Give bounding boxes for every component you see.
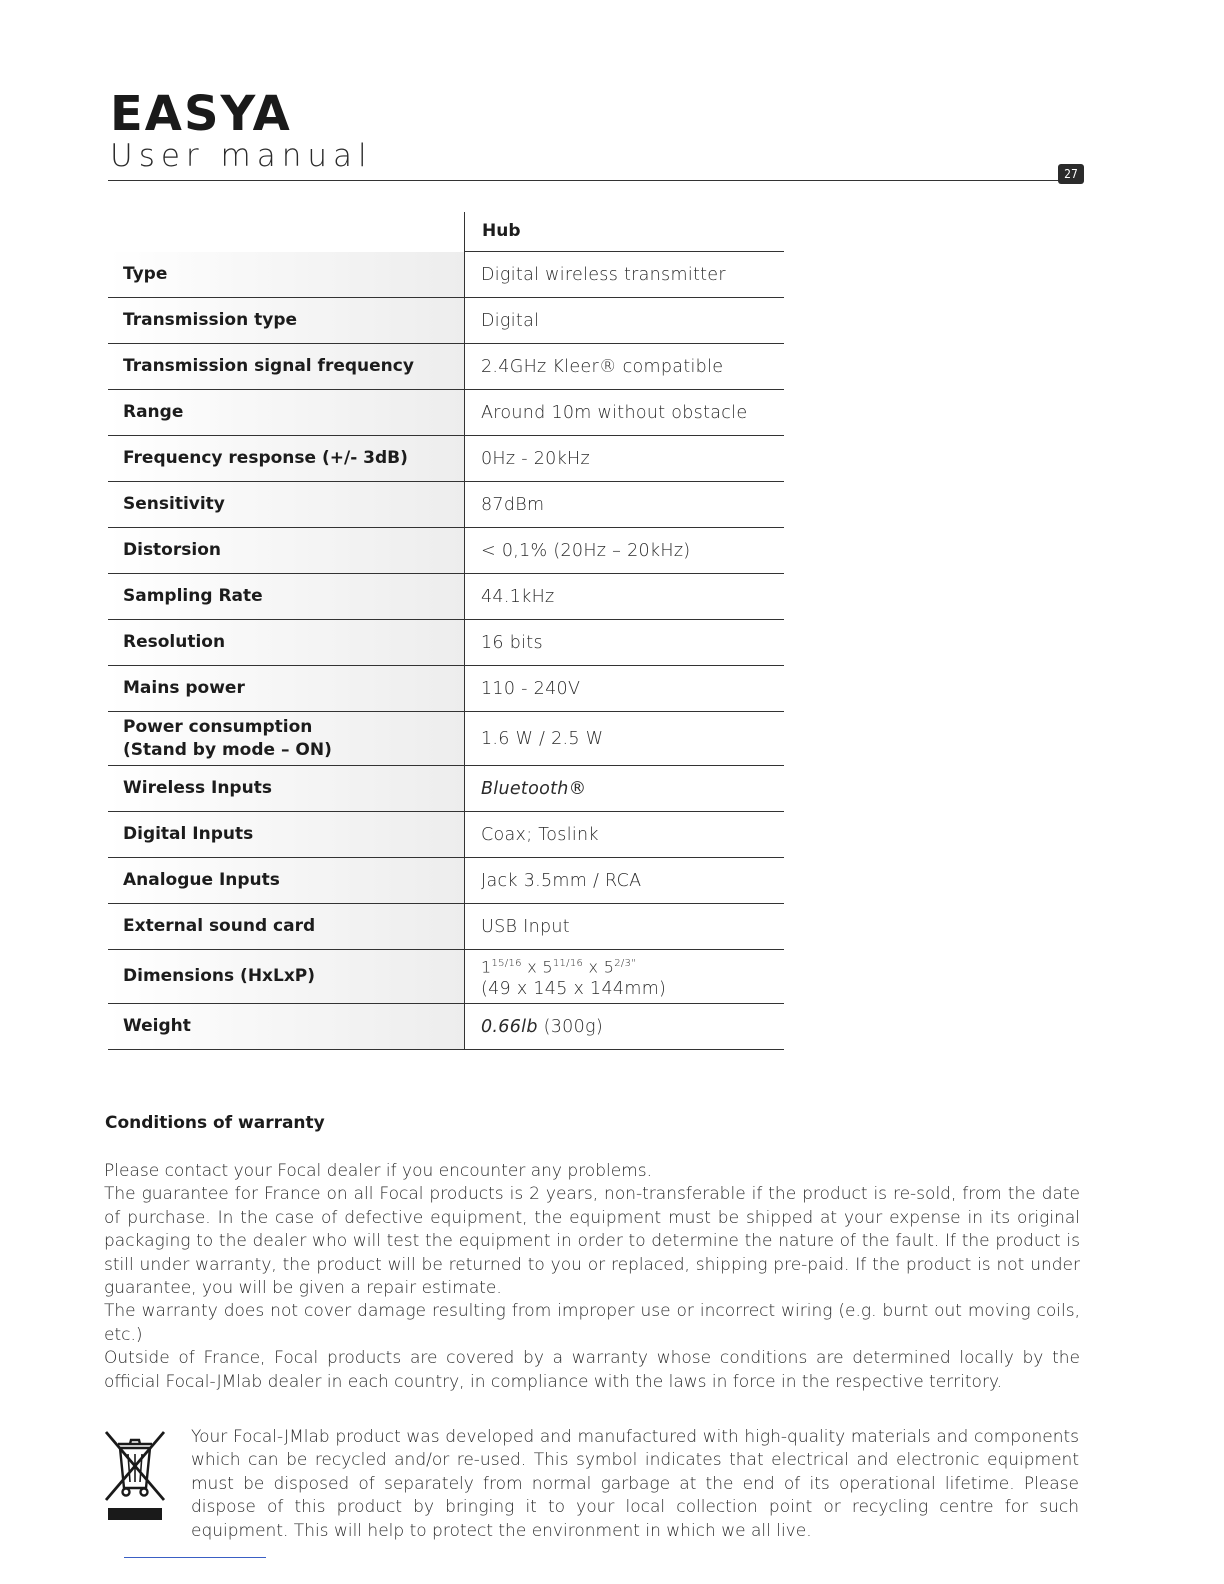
spec-value: 1.6 W / 2.5 W bbox=[481, 728, 604, 749]
spec-value: 0.66lb (300g) bbox=[481, 1016, 603, 1037]
spec-label: Wireless Inputs bbox=[108, 766, 464, 811]
spec-table-column-divider bbox=[464, 212, 465, 1050]
spec-value: 16 bits bbox=[481, 632, 543, 653]
warranty-paragraph: Outside of France, Focal products are covered by a warranty whose conditions are determined locally by the official Focal-JMlab dealer in each country, in compliance with the laws in force in the respective territory. bbox=[104, 1348, 1080, 1392]
spec-table bbox=[108, 212, 784, 1050]
spec-value: USB Input bbox=[481, 916, 570, 937]
table-row bbox=[108, 950, 784, 1004]
spec-label: Range bbox=[108, 390, 464, 435]
spec-label-line2: (Stand by mode – ON) bbox=[123, 739, 332, 760]
spec-value: Coax; Toslink bbox=[481, 824, 599, 845]
spec-label: Distorsion bbox=[108, 528, 464, 573]
spec-value: 87dBm bbox=[481, 494, 545, 515]
brand-title: EASYA bbox=[110, 86, 292, 142]
spec-value: 0Hz - 20kHz bbox=[481, 448, 590, 469]
spec-value bbox=[464, 953, 784, 1000]
dimensions-imperial: $1^{15/16}$ x $5^{11/16}$ x $5^{2/3"}$ bbox=[481, 957, 637, 977]
spec-value: 2.4GHz Kleer® compatible bbox=[481, 356, 724, 377]
spec-label: Weight bbox=[108, 1004, 464, 1049]
table-row bbox=[108, 766, 784, 812]
table-row bbox=[108, 390, 784, 436]
table-row bbox=[108, 436, 784, 482]
weee-crossed-bin-icon bbox=[104, 1430, 166, 1522]
warranty-paragraph: The guarantee for France on all Focal products is 2 years, non-transferable if the product is re-sold, from the date of purchase. In the case of defective equipment, the equipment must be shipped at your expense in its original packaging to the dealer who will test the equipment in order to determine the nature of the fault. If the product is still under warranty, the product will be returned to you or replaced, shipping pre-paid. If the product is not under guarantee, you will be given a repair estimate. bbox=[104, 1184, 1080, 1299]
spec-label: Dimensions (HxLxP) bbox=[108, 950, 464, 1003]
table-row bbox=[108, 858, 784, 904]
table-row bbox=[108, 1004, 784, 1050]
spec-value: < 0,1% (20Hz – 20kHz) bbox=[481, 540, 691, 561]
spec-label: Analogue Inputs bbox=[108, 858, 464, 903]
document-subtitle: User manual bbox=[110, 138, 373, 174]
table-row bbox=[108, 620, 784, 666]
table-row bbox=[108, 574, 784, 620]
spec-label: Sensitivity bbox=[108, 482, 464, 527]
spec-value: 44.1kHz bbox=[481, 586, 555, 607]
table-row bbox=[108, 344, 784, 390]
spec-value: 110 - 240V bbox=[481, 678, 581, 699]
table-row bbox=[108, 528, 784, 574]
spec-label: Resolution bbox=[108, 620, 464, 665]
spec-table-header bbox=[108, 212, 784, 252]
spec-value: Digital bbox=[481, 310, 540, 331]
table-row bbox=[108, 904, 784, 950]
spec-value: Jack 3.5mm / RCA bbox=[481, 870, 642, 891]
dimensions-metric: (49 x 145 x 144mm) bbox=[481, 979, 667, 1000]
spec-label: Mains power bbox=[108, 666, 464, 711]
spec-label: Transmission type bbox=[108, 298, 464, 343]
spec-value: Digital wireless transmitter bbox=[481, 264, 726, 285]
table-row bbox=[108, 666, 784, 712]
table-row bbox=[108, 712, 784, 766]
spec-label-line1: Power consumption bbox=[123, 716, 313, 737]
spec-label bbox=[108, 712, 464, 765]
warranty-paragraph: The warranty does not cover damage resulting from improper use or incorrect wiring (e.g. burnt out moving coils, etc.) bbox=[104, 1301, 1080, 1345]
table-row bbox=[108, 812, 784, 858]
warranty-title: Conditions of warranty bbox=[105, 1113, 325, 1133]
table-row bbox=[108, 298, 784, 344]
warranty-paragraph: Please contact your Focal dealer if you encounter any problems. bbox=[104, 1161, 652, 1181]
page-number-badge: 27 bbox=[1058, 164, 1084, 184]
spec-label: Sampling Rate bbox=[108, 574, 464, 619]
column-header-hub: Hub bbox=[482, 221, 521, 241]
header-divider bbox=[108, 180, 1084, 181]
recycling-notice: Your Focal-JMlab product was developed and manufactured with high-quality materials and components which can be recycled and/or re-used. This symbol indicates that electrical and electronic equipment must be disposed of separately from normal garbage at the end of its operational lifetime. Please dispose of this product by bringing it to your local collection point or recycling centre for such equipment. This will help to protect the environment in which we all live. bbox=[191, 1427, 1079, 1541]
table-row bbox=[108, 252, 784, 298]
spec-label: Type bbox=[108, 252, 464, 297]
spec-label: Frequency response (+/- 3dB) bbox=[108, 436, 464, 481]
warranty-text bbox=[104, 1160, 1080, 1394]
table-row bbox=[108, 482, 784, 528]
spec-label: External sound card bbox=[108, 904, 464, 949]
spec-value: Around 10m without obstacle bbox=[481, 402, 748, 423]
spec-label: Transmission signal frequency bbox=[108, 344, 464, 389]
bottom-mark-line bbox=[124, 1557, 266, 1558]
spec-value: Bluetooth® bbox=[481, 778, 587, 799]
spec-label: Digital Inputs bbox=[108, 812, 464, 857]
